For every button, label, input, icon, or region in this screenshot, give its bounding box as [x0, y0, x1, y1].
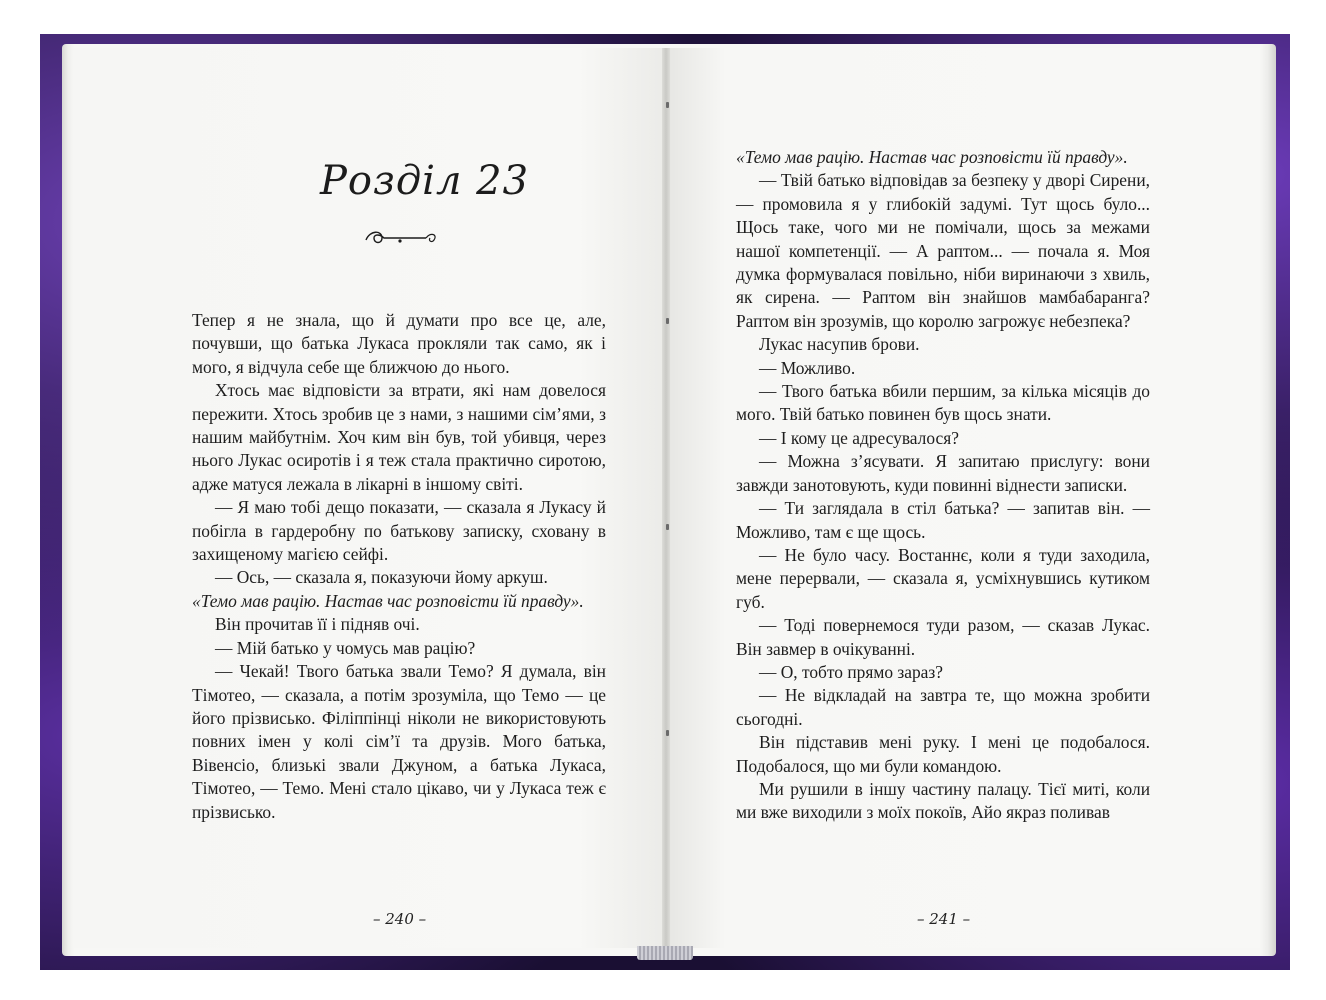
paragraph: — Ти заглядала в стіл батька? — запитав він. — Можливо, там є ще щось. [736, 498, 1150, 542]
page-number-right: – 241 – [917, 910, 971, 928]
paragraph: Лукас насупив брови. [759, 334, 920, 355]
paragraph: — Твого батька вбили першим, за кілька місяців до мого. Твій батько повинен був щось знати. [736, 381, 1150, 425]
paragraph: — Я маю тобі дещо показати, — сказала я Лукасу й побігла в гардеробну по батькову записку, сховану в захищеному магією сейфі. [192, 497, 606, 565]
paragraph: — Не відкладай на завтра те, що можна зробити сьогодні. [736, 685, 1150, 729]
binding-stitch [666, 102, 669, 108]
paragraph: «Темо мав рацію. Настав час розповісти їй правду». [736, 147, 1128, 167]
paragraph: — Тоді повернемося туди разом, — сказав Лукас. Він завмер в очікуванні. [736, 615, 1150, 659]
paragraph: — І кому це адресувалося? [759, 427, 959, 448]
right-page-text [736, 146, 1150, 825]
paragraph: — Ось, — сказала я, показуючи йому аркуш. [215, 567, 548, 588]
paragraph: Він прочитав її і підняв очі. [215, 614, 420, 635]
paragraph: Ми рушили в іншу частину палацу. Тієї миті, коли ми вже виходили з моїх покоїв, Айо якраз поливав [736, 778, 1150, 823]
binding-stitch [666, 524, 669, 530]
chapter-flourish-ornament [360, 226, 440, 250]
paragraph: — Чекай! Твого батька звали Темо? Я думала, він Тімотео, — сказала, а потім зрозуміла, що Темо — це його прізвисько. Філіппінці ніколи не використовують повних імен у колі сім’ї та друзів. Мого батька, Вівенсіо, близькі звали Джуном, а батька Лукаса, Тімотео, — Темо. Мені стало цікаво, чи у Лукаса теж є прізвисько. [192, 661, 606, 822]
paragraph: — О, тобто прямо зараз? [759, 661, 943, 682]
paragraph: Він підставив мені руку. І мені це подобалося. Подобалося, що ми були командою. [736, 732, 1150, 776]
paragraph: — Твій батько відповідав за безпеку у дворі Сирени, — промовила я у глибокій задумі. Тут щось було... Щось таке, чого ми не помічали, щось за межами нашої компетенції. — А раптом... — почала я. Моя думка формувалася повільно, ніби виринаючи з хвиль, як сирена. — Раптом він знайшов мамбабаранга? Раптом він зрозумів, що королю загрожує небезпека? [736, 170, 1150, 331]
binding-stitch [666, 730, 669, 736]
binding-stitch [666, 318, 669, 324]
chapter-title: Розділ 23 [320, 158, 530, 204]
paragraph: Хтось має відповісти за втрати, які нам довелося пережити. Хтось зробив це з нами, з нашими сім’ями, з нашим майбутнім. Хоч ким він був, той убивця, через нього Лукас осиротів і я теж стала практично сиротою, адже матуся лежала в лікарні в іншому світі. [192, 380, 606, 494]
ribbon-bookmark [637, 946, 693, 960]
paragraph: — Можливо. [759, 357, 856, 378]
book-gutter [662, 48, 670, 948]
page-number-left: – 240 – [373, 910, 427, 928]
paragraph: — Не було часу. Востаннє, коли я туди заходила, мене перервали, — сказала я, усміхнувшись кутиком губ. [736, 544, 1150, 612]
left-page-text [192, 309, 606, 824]
paragraph: — Мій батько у чомусь мав рацію? [215, 637, 476, 658]
paragraph: — Можна з’ясувати. Я запитаю прислугу: вони завжди занотовують, куди повинні віднести записки. [736, 451, 1150, 495]
paragraph: Тепер я не знала, що й думати про все це, але, почувши, що батька Лукаса прокляли так само, як і мого, я відчула себе ще ближчою до нього. [192, 310, 606, 377]
paragraph: «Темо мав рацію. Настав час розповісти їй правду». [192, 590, 584, 611]
